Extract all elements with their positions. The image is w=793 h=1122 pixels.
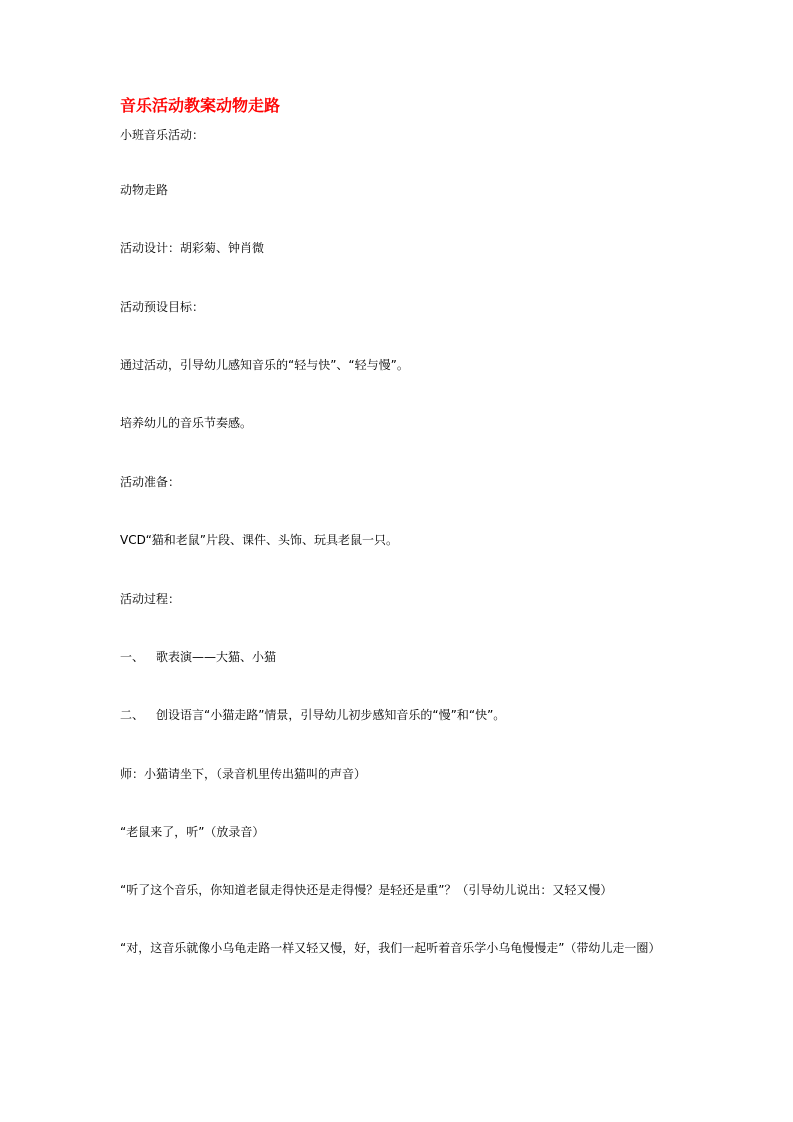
list-marker: 二、 [120, 708, 145, 722]
paragraph-teacher-line: 师：小猫请坐下，（录音机里传出猫叫的声音） [120, 767, 367, 781]
list-item-text: 歌表演——大猫、小猫 [156, 650, 277, 664]
list-item [120, 647, 276, 667]
paragraph-question: “听了这个音乐，你知道老鼠走得快还是走得慢？是轻还是重”？（引导幼儿说出：又轻又慢） [120, 883, 613, 897]
list-item-text: 创设语言“小猫走路”情景，引导幼儿初步感知音乐的“慢”和“快”。 [156, 708, 506, 722]
paragraph-goal-2: 培养幼儿的音乐节奏感。 [120, 416, 253, 430]
list-marker: 一、 [120, 650, 145, 664]
paragraph-designers: 活动设计：胡彩菊、钟肖微 [120, 241, 265, 255]
paragraph-process-heading: 活动过程： [120, 592, 181, 606]
list-item [120, 705, 505, 725]
paragraph-turtle-walk: “对，这音乐就像小乌龟走路一样又轻又慢，好，我们一起听着音乐学小乌龟慢慢走”（带幼儿走一圈） [120, 941, 661, 955]
paragraph-activity-name: 动物走路 [120, 183, 169, 197]
document-title: 音乐活动教案动物走路 [120, 96, 281, 115]
paragraph-preparation: VCD“猫和老鼠”片段、课件、头饰、玩具老鼠一只。 [120, 533, 398, 547]
paragraph-preparation-heading: 活动准备： [120, 475, 181, 489]
paragraph-class-activity: 小班音乐活动： [120, 128, 205, 142]
paragraph-goal-1: 通过活动，引导幼儿感知音乐的“轻与快”、“轻与慢”。 [120, 358, 409, 372]
paragraph-goals-heading: 活动预设目标： [120, 300, 205, 314]
paragraph-mouse-coming: “老鼠来了，听”（放录音） [120, 825, 265, 839]
